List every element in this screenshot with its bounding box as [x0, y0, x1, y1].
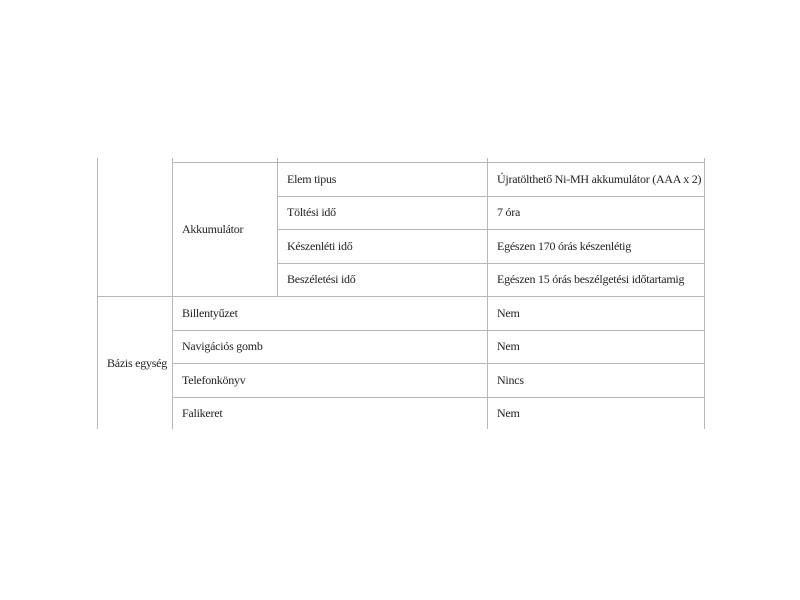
value-cell: 7 óra — [488, 196, 705, 230]
table-row — [98, 397, 705, 429]
value-cell: Nincs — [488, 364, 705, 398]
subcategory-cell: Akkumulátor — [173, 163, 278, 297]
value-cell: Nem — [488, 330, 705, 364]
property-cell: Telefonkönyv — [173, 364, 488, 398]
property-cell: Elem tipus — [278, 163, 488, 197]
property-cell: Készenléti idő — [278, 230, 488, 264]
property-cell: Billentyűzet — [173, 297, 488, 331]
table-row — [98, 297, 705, 331]
table-row — [98, 163, 705, 197]
property-cell: Navigációs gomb — [173, 330, 488, 364]
spec-table — [97, 158, 705, 429]
category-cell: Bázis egység — [98, 297, 173, 430]
value-cell: Nem — [488, 397, 705, 429]
table-row — [98, 364, 705, 398]
property-cell: Töltési idő — [278, 196, 488, 230]
value-cell: Egészen 15 órás beszélgetési időtartamig — [488, 263, 705, 297]
value-cell: Újratölthető Ni-MH akkumulátor (AAA x 2) — [488, 163, 705, 197]
category-cell-empty — [98, 158, 173, 297]
property-cell: Falikeret — [173, 397, 488, 429]
spec-table-viewport — [97, 158, 705, 429]
property-cell: Beszéletési idő — [278, 263, 488, 297]
table-row — [98, 330, 705, 364]
value-cell: Nem — [488, 297, 705, 331]
value-cell: Egészen 170 órás készenlétig — [488, 230, 705, 264]
